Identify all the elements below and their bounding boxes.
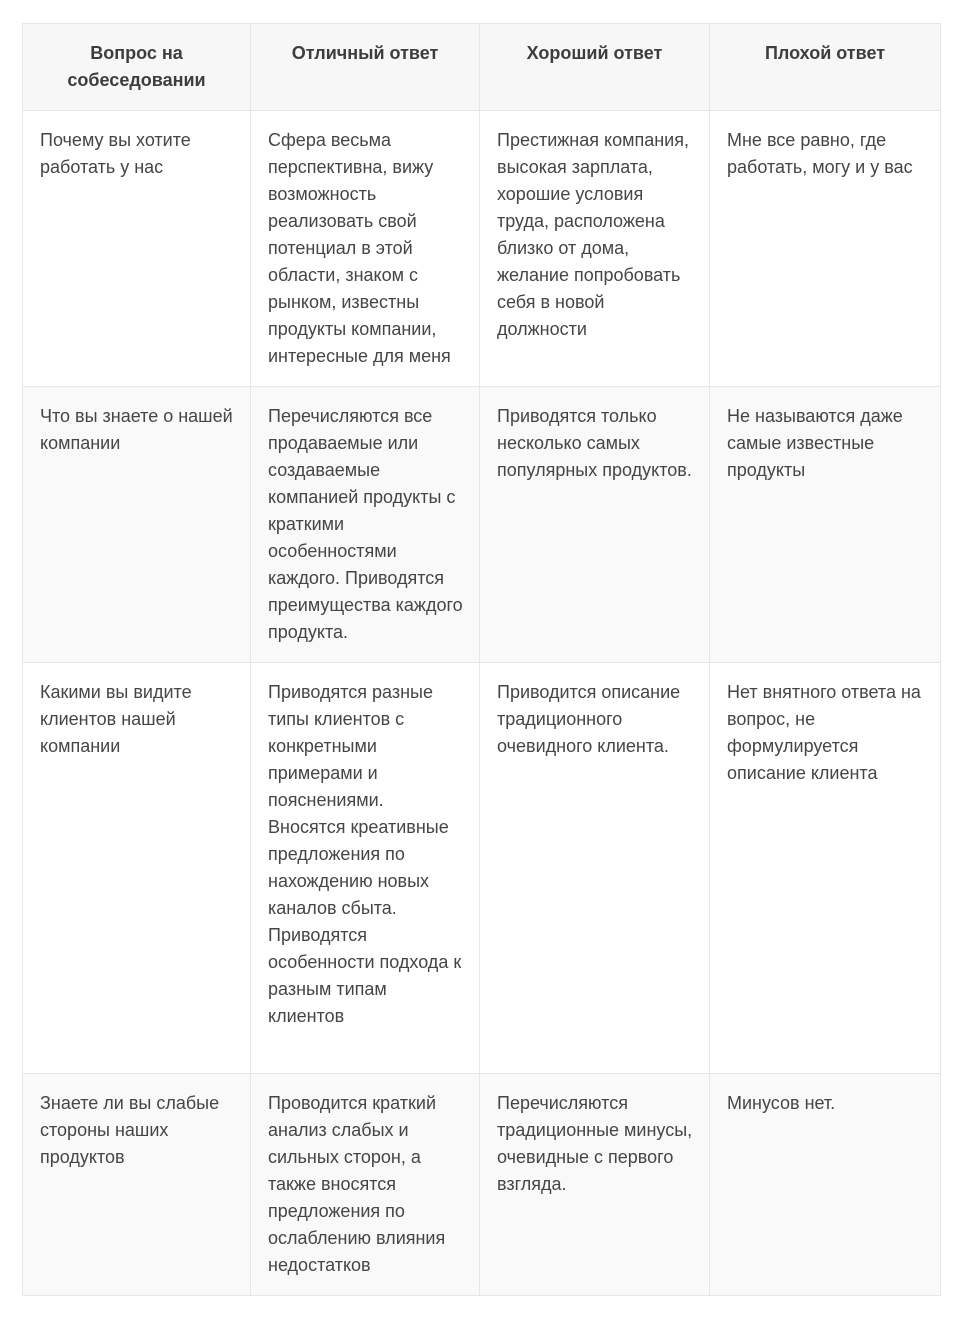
cell-bad-answer: Нет внятного ответа на вопрос, не формулируется описание клиента [710,663,941,1074]
cell-question: Какими вы видите клиентов нашей компании [23,663,251,1074]
header-good-answer: Хороший ответ [480,24,710,111]
cell-good-answer: Приводятся только несколько самых популярных продуктов. [480,387,710,663]
cell-good-answer: Перечисляются традиционные минусы, очевидные с первого взгляда. [480,1074,710,1296]
cell-good-answer: Престижная компания, высокая зарплата, хорошие условия труда, расположена близко от дома, желание попробовать себя в новой должности [480,111,710,387]
cell-excellent-answer: Перечисляются все продаваемые или создаваемые компанией продукты с краткими особенностями каждого. Приводятся преимущества каждого продукта. [251,387,480,663]
table-row [23,1074,941,1296]
cell-bad-answer: Мне все равно, где работать, могу и у вас [710,111,941,387]
cell-question: Знаете ли вы слабые стороны наших продуктов [23,1074,251,1296]
cell-question: Почему вы хотите работать у нас [23,111,251,387]
cell-excellent-answer: Проводится краткий анализ слабых и сильных сторон, а также вносятся предложения по ослаблению влияния недостатков [251,1074,480,1296]
table-row [23,387,941,663]
table-row [23,111,941,387]
header-excellent-answer: Отличный ответ [251,24,480,111]
cell-question: Что вы знаете о нашей компании [23,387,251,663]
interview-answers-table-wrapper [22,23,940,1296]
cell-excellent-answer: Приводятся разные типы клиентов с конкретными примерами и пояснениями. Вносятся креативные предложения по нахождению новых каналов сбыта. Приводятся особенности подхода к разным типам клиентов [251,663,480,1074]
cell-bad-answer: Минусов нет. [710,1074,941,1296]
header-question: Вопрос на собеседовании [23,24,251,111]
header-bad-answer: Плохой ответ [710,24,941,111]
cell-bad-answer: Не называются даже самые известные продукты [710,387,941,663]
table-header-row [23,24,941,111]
cell-good-answer: Приводится описание традиционного очевидного клиента. [480,663,710,1074]
cell-excellent-answer: Сфера весьма перспективна, вижу возможность реализовать свой потенциал в этой области, знаком с рынком, известны продукты компании, интересные для меня [251,111,480,387]
interview-answers-table [22,23,941,1296]
table-row [23,663,941,1074]
